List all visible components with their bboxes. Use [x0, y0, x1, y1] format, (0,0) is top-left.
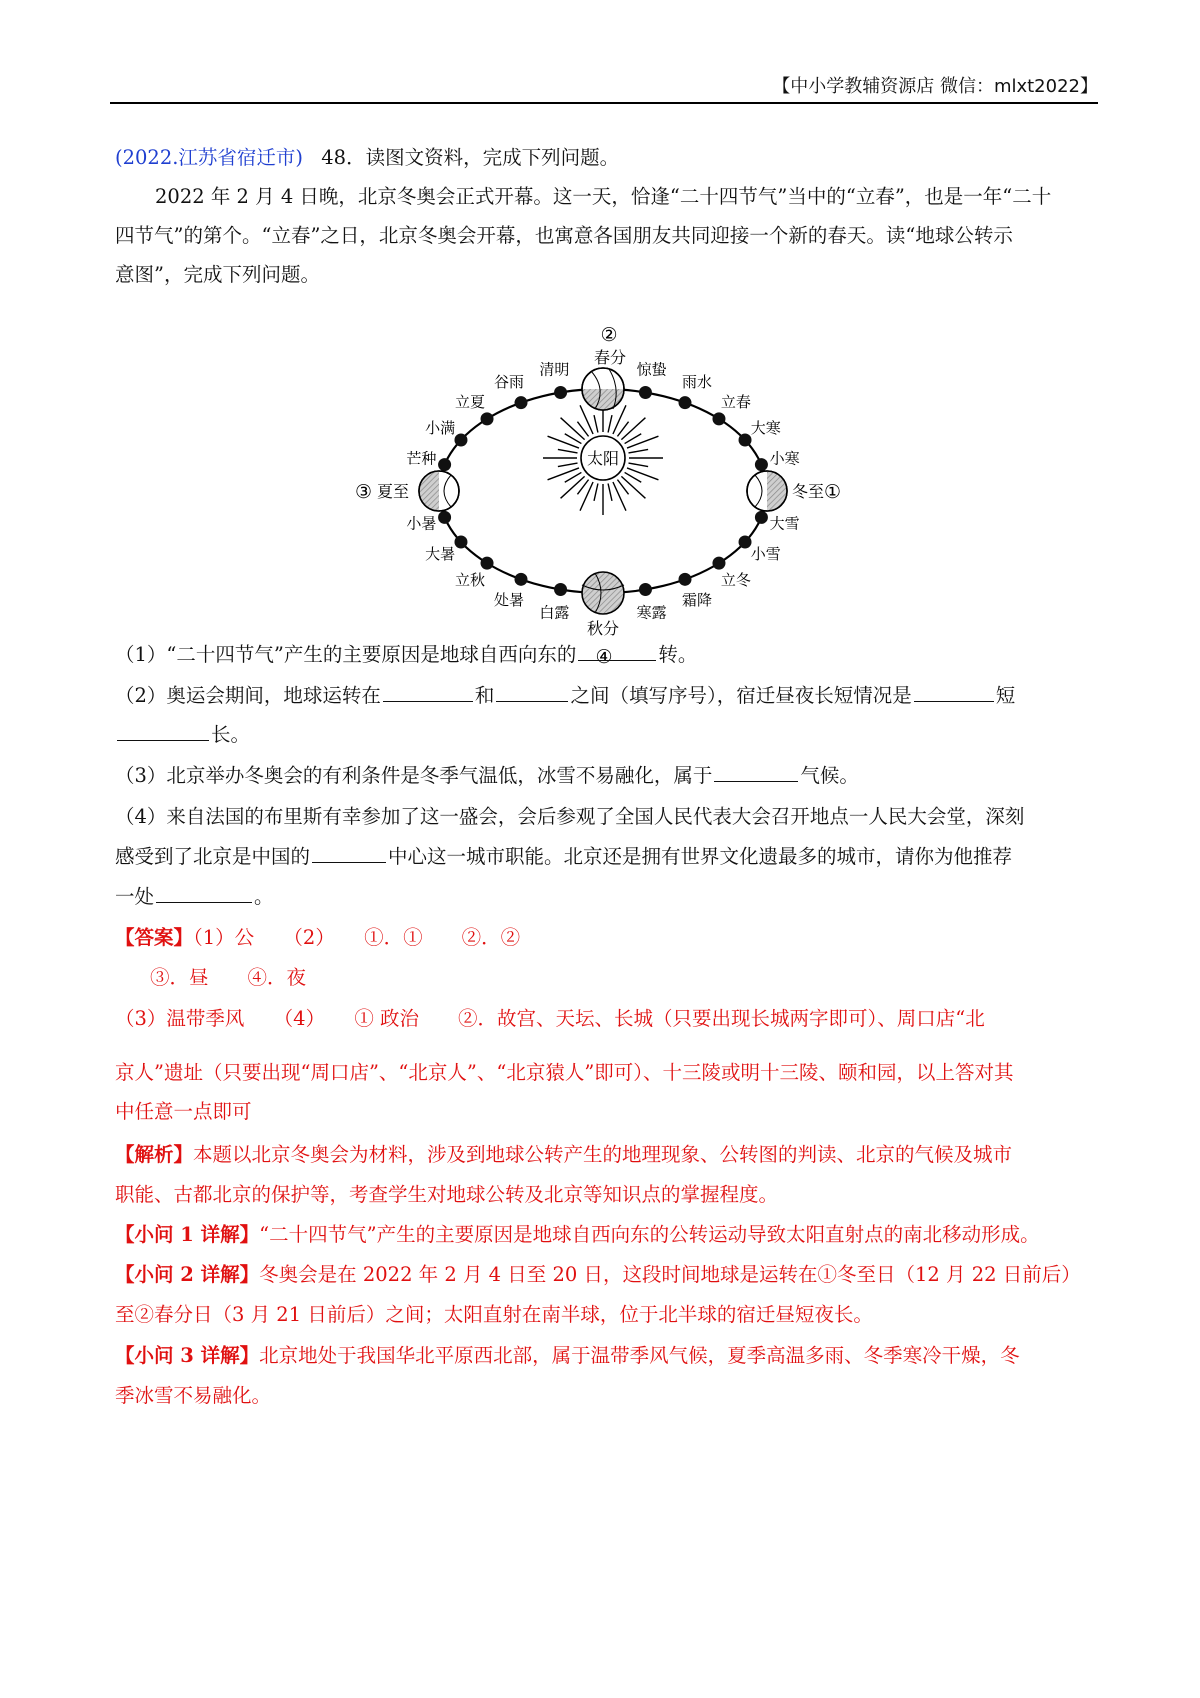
- q2-text-b: 和: [474, 684, 495, 707]
- label-dongzhi: 冬至: [792, 482, 825, 501]
- detail-1: [115, 1220, 1095, 1250]
- analysis-text-1: 本题以北京冬奥会为材料，涉及到地球公转产生的地理现象、公转图的判读、北京的气候及城市: [193, 1143, 1013, 1166]
- solar-term-dot: [554, 583, 567, 596]
- answer-line-2: ③．昼 ④．夜: [150, 966, 307, 989]
- answer-line-4: 京人”遗址（只要出现“周口店”、“北京人”、“北京猿人”即可）、十三陵或明十三陵、颐和园，以上答对其: [115, 1061, 1014, 1084]
- q2-text-c: 之间（填写序号），宿迁昼夜长短情况是: [570, 684, 912, 707]
- detail-1-text: “二十四节气”产生的主要原因是地球自西向东的公转运动导致太阳直射点的南北移动形成。: [259, 1223, 1040, 1246]
- q4-text-b: 感受到了北京是中国的: [115, 845, 311, 868]
- q4-text-e: 。: [254, 885, 274, 908]
- solar-term-label: 大雪: [769, 514, 800, 533]
- sub-question-4-line-3: [115, 882, 1095, 912]
- solar-term-dot: [755, 511, 768, 524]
- sub-question-3: [115, 761, 1095, 791]
- answer-line-1: [115, 923, 1095, 953]
- detail-2-line-2: 至②春分日（3 月 21 日前后）之间；太阳直射在南半球，位于北半球的宿迁昼短夜长。: [115, 1303, 873, 1326]
- solar-term-label: 小寒: [769, 449, 800, 468]
- marker-3: ③: [355, 481, 373, 503]
- q2-text-d: 短: [995, 684, 1016, 707]
- solar-term-dot: [712, 412, 725, 425]
- page-header: [110, 62, 1098, 104]
- q4-blank-1[interactable]: [312, 842, 386, 863]
- sub-question-4: （4）来自法国的布里斯有幸参加了这一盛会，会后参观了全国人民代表大会召开地点一人民大会堂，深刻: [115, 805, 1025, 828]
- solar-term-label: 芒种: [406, 449, 437, 468]
- solar-term-label: 惊蛰: [636, 360, 667, 379]
- sun-label: 太阳: [586, 449, 620, 468]
- solar-term-label: 立春: [720, 392, 751, 411]
- q4-text-c: 中心这一城市职能。北京还是拥有世界文化遗最多的城市，请你为他推荐: [388, 845, 1013, 868]
- solar-term-dot: [515, 573, 528, 586]
- sun-ray: [608, 484, 612, 501]
- solar-term-dot: [454, 434, 467, 447]
- sun-ray: [558, 449, 578, 452]
- detail-2-tag: 【小问 2 详解】: [115, 1263, 260, 1286]
- label-qiufen: 秋分: [586, 619, 620, 638]
- solar-term-dot: [554, 386, 567, 399]
- solar-term-label: 处暑: [493, 591, 525, 610]
- detail-1-tag: 【小问 1 详解】: [115, 1223, 260, 1246]
- sun-ray: [580, 482, 593, 511]
- solar-term-label: 大暑: [425, 545, 456, 563]
- q2-text-a: （2）奥运会期间，地球运转在: [115, 684, 381, 707]
- question-source: (2022.江苏省宿迁市): [115, 146, 304, 169]
- solar-term-dot: [454, 536, 467, 549]
- sun-ray: [558, 463, 578, 466]
- solar-term-dot: [639, 386, 652, 399]
- sun-ray: [561, 476, 585, 498]
- earth-dongzhi: [747, 471, 787, 511]
- earth-chunfen: [582, 368, 624, 410]
- solar-term-label: 清明: [539, 360, 570, 379]
- sun-ray: [548, 436, 579, 448]
- marker-2: ②: [600, 324, 618, 346]
- sun-ray: [594, 484, 598, 501]
- label-xiazhi: 夏至: [377, 482, 410, 501]
- marker-4: ④: [595, 646, 613, 668]
- solar-term-label: 立秋: [455, 571, 486, 590]
- q4-text-d: 一处: [115, 885, 155, 908]
- intro-para-line-2: 四节气”的第个。“立春”之日，北京冬奥会开幕，也寓意各国朋友共同迎接一个新的春天。读“地球公转示: [115, 224, 1013, 247]
- solar-term-dot: [481, 557, 494, 570]
- q3-text-a: （3）北京举办冬奥会的有利条件是冬季气温低，冰雪不易融化，属于: [115, 764, 713, 787]
- q4-blank-2[interactable]: [156, 882, 252, 903]
- q2-blank-1[interactable]: [383, 681, 473, 702]
- detail-3: [115, 1341, 1095, 1371]
- solar-term-dot: [438, 511, 451, 524]
- q1-text-b: 转。: [658, 643, 698, 666]
- q2-text-e: 长。: [211, 723, 251, 746]
- solar-term-label: 白露: [539, 603, 570, 622]
- sun-ray: [627, 468, 658, 480]
- q1-blank[interactable]: [578, 640, 656, 661]
- sub-question-4-line-2: [115, 842, 1095, 872]
- solar-term-label: 立冬: [720, 571, 751, 590]
- sun-ray: [548, 468, 579, 480]
- sun-ray: [627, 436, 658, 448]
- solar-term-dot: [679, 396, 692, 409]
- sub-question-2: [115, 681, 1095, 711]
- solar-term-dot: [739, 536, 752, 549]
- solar-term-label: 雨水: [681, 372, 713, 391]
- sun-ray: [580, 405, 593, 434]
- sun-ray: [561, 418, 585, 440]
- solar-term-label: 寒露: [636, 603, 667, 622]
- question-title: [115, 143, 1095, 173]
- sun-ray: [613, 405, 626, 434]
- earth-qiufen: [582, 572, 624, 614]
- analysis-tag: 【解析】: [115, 1143, 194, 1166]
- detail-2: [115, 1260, 1095, 1290]
- label-chunfen: 春分: [593, 348, 627, 367]
- q2-blank-3[interactable]: [914, 681, 994, 702]
- q2-blank-2[interactable]: [496, 681, 568, 702]
- earth-revolution-diagram: [345, 323, 865, 678]
- sun-ray: [594, 415, 598, 432]
- analysis-line-1: [115, 1140, 1095, 1170]
- answer-line-5: 中任意一点即可: [115, 1100, 252, 1123]
- solar-term-label: 立夏: [455, 392, 486, 411]
- analysis-line-2: 职能、古都北京的保护等，考查学生对地球公转及北京等知识点的掌握程度。: [115, 1183, 779, 1206]
- detail-3-line-2: 季冰雪不易融化。: [115, 1384, 272, 1407]
- solar-term-label: 小雪: [750, 545, 781, 563]
- solar-term-dot: [639, 583, 652, 596]
- answer-line-3: （3）温带季风 （4） ① 政治 ②．故宫、天坛、长城（只要出现长城两字即可）、周口店“北: [115, 1007, 985, 1030]
- solar-term-dot: [712, 557, 725, 570]
- solar-term-label: 谷雨: [493, 372, 525, 391]
- question-intro: 48．读图文资料，完成下列问题。: [321, 146, 620, 169]
- sun-ray: [621, 418, 645, 440]
- sun-ray: [629, 463, 649, 466]
- detail-2-text-a: 冬奥会是在 2022 年 2 月 4 日至 20 日，这段时间地球是运转在①冬至日（12 月 22 日前后）: [259, 1263, 1081, 1286]
- q3-text-b: 气候。: [800, 764, 859, 787]
- answer-text-1: （1）公 （2） ①．① ②．②: [193, 926, 521, 949]
- sub-question-2-cont: [115, 720, 1095, 750]
- solar-term-dot: [739, 434, 752, 447]
- detail-3-text-a: 北京地处于我国华北平原西北部，属于温带季风气候，夏季高温多雨、冬季寒冷干燥，冬: [259, 1344, 1020, 1367]
- q2-blank-4[interactable]: [117, 720, 209, 741]
- solar-term-label: 大寒: [750, 419, 781, 437]
- sun-ray: [608, 415, 612, 432]
- sun-ray: [613, 482, 626, 511]
- solar-term-dot: [515, 396, 528, 409]
- solar-term-dot: [755, 458, 768, 471]
- intro-para-line-3: 意图”，完成下列问题。: [115, 263, 320, 286]
- solar-term-dot: [438, 458, 451, 471]
- answer-tag: 【答案】: [115, 926, 194, 949]
- solar-term-label: 小满: [425, 419, 456, 437]
- sun-ray: [629, 449, 649, 452]
- earth-xiazhi: [419, 471, 459, 511]
- sub-question-1: [115, 640, 1095, 670]
- solar-term-label: 小暑: [406, 514, 437, 533]
- solar-term-dot: [481, 412, 494, 425]
- solar-term-label: 霜降: [681, 591, 713, 610]
- intro-para-line-1: 2022 年 2 月 4 日晚，北京冬奥会正式开幕。这一天，恰逢“二十四节气”当中的“立春”，也是一年“二十: [155, 185, 1052, 208]
- header-text: 【中小学教辅资源店 微信：mlxt2022】: [772, 76, 1098, 97]
- detail-3-tag: 【小问 3 详解】: [115, 1344, 260, 1367]
- solar-term-dot: [679, 573, 692, 586]
- q1-text-a: （1）“二十四节气”产生的主要原因是地球自西向东的: [115, 643, 577, 666]
- marker-1: ①: [824, 481, 842, 503]
- sun-ray: [621, 476, 645, 498]
- q3-blank[interactable]: [714, 761, 798, 782]
